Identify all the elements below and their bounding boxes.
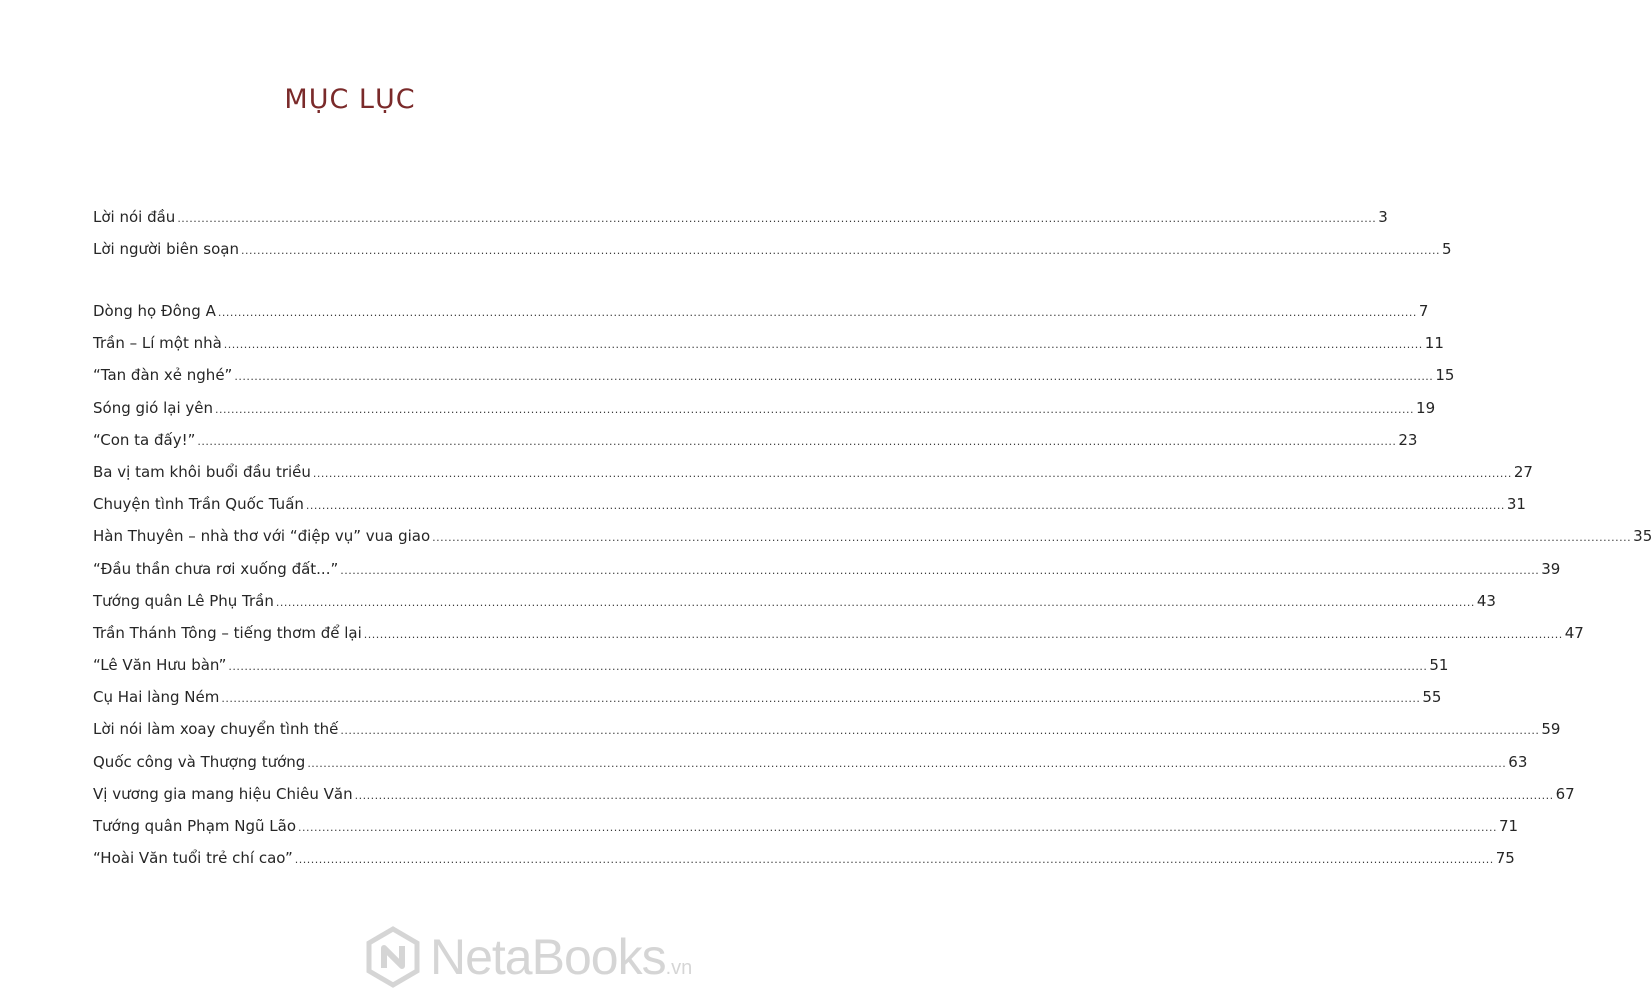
toc-entry[interactable]: [93, 520, 1652, 552]
toc-entry-page: 39: [1541, 559, 1561, 578]
dot-leader: ............................................................................................................................................................................................................................................................................................................: [215, 402, 1415, 416]
dot-leader: ............................................................................................................................................................................................................................................................................................................: [432, 531, 1632, 545]
toc-entry[interactable]: [93, 585, 1496, 617]
toc-entry-title: Lời nói đầu: [93, 208, 176, 226]
toc-entry-page: 67: [1555, 784, 1575, 803]
dot-leader: ............................................................................................................................................................................................................................................................................................................: [363, 627, 1563, 641]
toc-entry-title: Tướng quân Lê Phụ Trần: [93, 591, 274, 610]
toc-entry[interactable]: [93, 778, 1575, 810]
toc-entry-page: 15: [1435, 366, 1455, 385]
toc-entry[interactable]: [93, 649, 1449, 681]
dot-leader: ............................................................................................................................................................................................................................................................................................................: [307, 756, 1507, 770]
toc-entry-title: Trần Thánh Tông – tiếng thơm để lại: [93, 623, 362, 642]
toc-entry-title: Lời người biên soạn: [93, 240, 240, 259]
toc-entry-page: 31: [1506, 495, 1526, 514]
toc-entry-page: 63: [1508, 752, 1528, 771]
toc-entry-page: 27: [1513, 462, 1533, 481]
dot-leader: ............................................................................................................................................................................................................................................................................................................: [234, 370, 1434, 384]
toc-entry-title: “Con ta đấy!”: [93, 430, 196, 449]
toc-entry-page: 3: [1378, 208, 1388, 226]
toc-entry[interactable]: [93, 681, 1442, 713]
dot-leader: ............................................................................................................................................................................................................................................................................................................: [340, 563, 1540, 577]
toc-entry[interactable]: [93, 746, 1528, 778]
dot-leader: ............................................................................................................................................................................................................................................................................................................: [217, 306, 1417, 319]
toc-entry-page: 51: [1429, 656, 1449, 675]
dot-leader: ............................................................................................................................................................................................................................................................................................................: [221, 692, 1421, 706]
toc-entry[interactable]: [93, 713, 1561, 745]
dot-leader: ............................................................................................................................................................................................................................................................................................................: [294, 853, 1494, 867]
toc-entry[interactable]: [93, 295, 1429, 327]
dot-leader: ............................................................................................................................................................................................................................................................................................................: [298, 821, 1497, 834]
dot-leader: ............................................................................................................................................................................................................................................................................................................: [305, 499, 1505, 513]
toc-entry[interactable]: [93, 810, 1519, 842]
dot-leader: ............................................................................................................................................................................................................................................................................................................: [312, 466, 1512, 480]
dot-leader: ............................................................................................................................................................................................................................................................................................................: [177, 212, 1377, 225]
toc-entry-title: “Hoài Văn tuổi trẻ chí cao”: [93, 849, 293, 868]
toc-entry-title: Lời nói làm xoay chuyển tình thế: [93, 720, 339, 739]
toc-entry-page: 47: [1564, 623, 1584, 642]
toc-entry-title: “Tan đàn xẻ nghé”: [93, 366, 233, 385]
toc-entry-page: 71: [1499, 817, 1519, 835]
toc-entry[interactable]: [93, 617, 1584, 649]
watermark-suffix: .vn: [665, 957, 693, 979]
toc-entry-page: 59: [1541, 720, 1561, 739]
toc-entry-title: Trần – Lí một nhà: [93, 334, 222, 353]
toc-entry-title: Dòng họ Đông A: [93, 302, 216, 320]
dot-leader: ............................................................................................................................................................................................................................................................................................................: [223, 338, 1423, 352]
toc-entry[interactable]: [93, 201, 1388, 233]
toc-entry[interactable]: [93, 842, 1515, 874]
toc-entry-page: 23: [1398, 430, 1418, 449]
toc-entry[interactable]: [93, 233, 1452, 265]
dot-leader: ............................................................................................................................................................................................................................................................................................................: [340, 724, 1540, 738]
toc-entry-title: Cụ Hai làng Ném: [93, 688, 220, 707]
watermark: [362, 922, 692, 992]
toc-entry[interactable]: [93, 456, 1533, 488]
toc-entry-title: Tướng quân Phạm Ngũ Lão: [93, 817, 297, 835]
toc-entry-title: Sóng gió lại yên: [93, 398, 214, 417]
toc-entry-title: Hàn Thuyên – nhà thơ với “điệp vụ” vua giao: [93, 527, 431, 546]
netabooks-logo-icon: [362, 926, 424, 988]
dot-leader: ............................................................................................................................................................................................................................................................................................................: [241, 244, 1440, 258]
toc-entry-title: Vị vương gia mang hiệu Chiêu Văn: [93, 784, 353, 803]
toc-chapters: [93, 295, 1652, 874]
toc-entry-title: “Đầu thần chưa rơi xuống đất...”: [93, 559, 339, 578]
toc-entry-page: 19: [1416, 398, 1436, 417]
toc-entry[interactable]: [93, 424, 1418, 456]
toc-entry-page: 7: [1418, 302, 1429, 320]
toc-entry[interactable]: [93, 488, 1526, 520]
page-title: MỤC LỤC: [284, 84, 416, 115]
dot-leader: ............................................................................................................................................................................................................................................................................................................: [228, 660, 1428, 674]
toc-entry-title: Ba vị tam khôi buổi đầu triều: [93, 462, 311, 481]
toc-entry-title: Quốc công và Thượng tướng: [93, 752, 306, 771]
dot-leader: ............................................................................................................................................................................................................................................................................................................: [197, 434, 1397, 448]
toc-entry[interactable]: [93, 392, 1436, 424]
toc-entry[interactable]: [93, 359, 1455, 391]
toc-entry-title: Chuyện tình Trần Quốc Tuấn: [93, 495, 304, 514]
dot-leader: ............................................................................................................................................................................................................................................................................................................: [354, 788, 1554, 802]
toc-front-matter: [93, 201, 1452, 265]
toc-entry[interactable]: [93, 553, 1561, 585]
toc-entry-page: 43: [1476, 591, 1496, 610]
toc-entry-title: “Lê Văn Hưu bàn”: [93, 656, 227, 675]
toc-entry-page: 55: [1422, 688, 1442, 707]
dot-leader: ............................................................................................................................................................................................................................................................................................................: [275, 595, 1475, 609]
toc-entry-page: 5: [1442, 240, 1452, 259]
toc-entry-page: 35: [1633, 527, 1652, 546]
toc-entry-page: 11: [1424, 334, 1444, 353]
toc-entry-page: 75: [1495, 849, 1515, 868]
watermark-brand: NetaBooks.vn: [430, 929, 693, 985]
toc-entry[interactable]: [93, 327, 1444, 359]
